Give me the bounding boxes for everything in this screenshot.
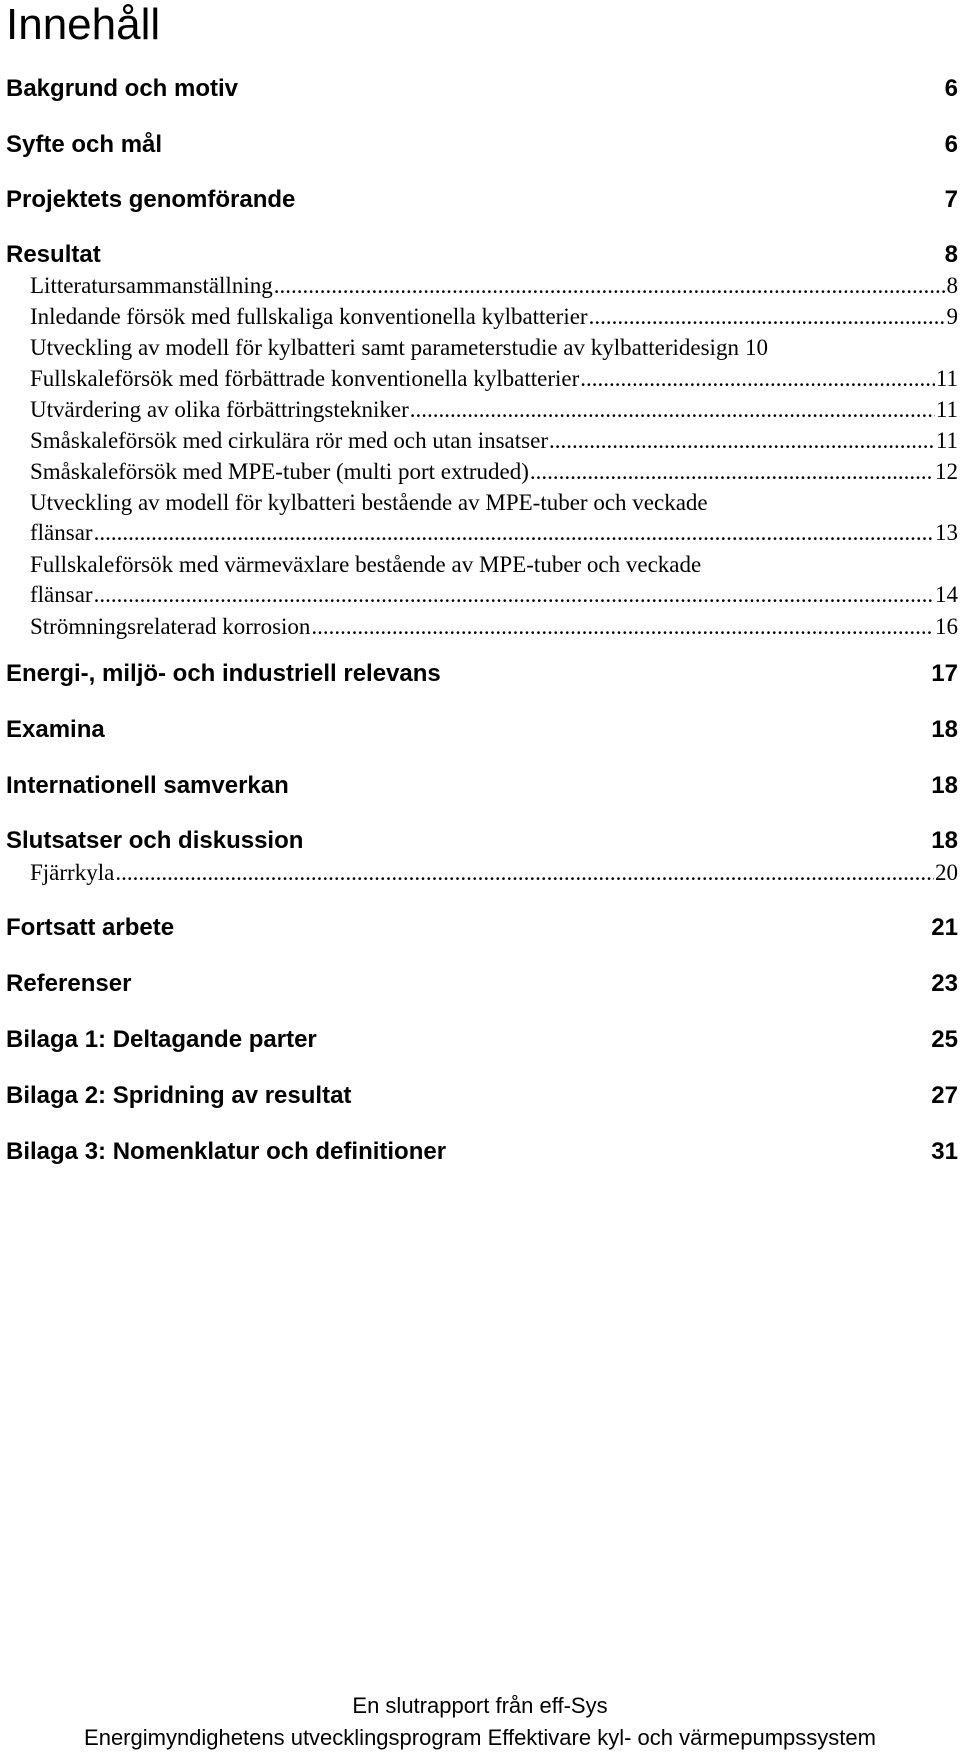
toc-entry-resultat[interactable]: [6, 240, 958, 270]
toc-entry-label: Inledande försök med fullskaliga konventionella kylbatterier: [30, 304, 588, 329]
toc-leader-dots: [530, 457, 934, 487]
toc-entry-page: 11: [935, 428, 958, 453]
footer-line-1: En slutrapport från eff-Sys: [352, 1693, 608, 1718]
toc-entry-page: 27: [931, 1082, 958, 1109]
toc-entry-bilaga-2[interactable]: [6, 1081, 958, 1111]
toc-leader-dots: [311, 612, 934, 642]
toc-entry-page: 8: [946, 273, 958, 298]
toc-entry-page: 10: [744, 335, 768, 360]
toc-entry-label: Utveckling av modell för kylbatteri samt parameterstudie av kylbatteridesign: [30, 335, 739, 360]
toc-entry-page: 18: [931, 827, 958, 854]
toc-entry-page: 17: [931, 660, 958, 687]
toc-subentry-modell-parameterstudie[interactable]: [30, 333, 958, 363]
toc-entry-label: Småskaleförsök med MPE-tuber (multi port extruded): [30, 459, 529, 484]
toc-entry-label: Slutsatser och diskussion: [6, 827, 304, 854]
toc-entry-page: 11: [935, 397, 958, 422]
toc-leader-dots: [94, 580, 934, 610]
toc-entry-label-line1: Utveckling av modell för kylbatteri bestående av MPE-tuber och veckade: [30, 490, 708, 515]
toc-entry-page: 21: [931, 914, 958, 941]
toc-entry-fortsatt[interactable]: [6, 913, 958, 943]
toc-entry-page: 7: [944, 186, 958, 213]
toc-entry-label: Strömningsrelaterad korrosion: [30, 614, 311, 639]
toc-entry-label-line1: Fullskaleförsök med värmeväxlare bestående av MPE-tuber och veckade: [30, 552, 702, 577]
toc-entry-label: Internationell samverkan: [6, 772, 289, 799]
toc-entry-label: Referenser: [6, 970, 132, 997]
toc-entry-page: 9: [946, 304, 958, 329]
toc-entry-page: 16: [935, 614, 958, 639]
toc-subentry-modell-mpe[interactable]: [30, 488, 958, 548]
toc-entry-page: 18: [931, 772, 958, 799]
toc-entry-label: Fjärrkyla: [30, 860, 115, 885]
toc-subentry-korrosion[interactable]: [30, 612, 958, 642]
toc-entry-label: Fullskaleförsök med förbättrade konventionella kylbatterier: [30, 366, 580, 391]
toc-subentry-inledande[interactable]: [30, 302, 958, 332]
toc-subentry-smaskale-mpe[interactable]: [30, 457, 958, 487]
toc-subentry-fullskale-mpe[interactable]: [30, 550, 958, 610]
toc-subentry-smaskale-cirkulara[interactable]: [30, 426, 958, 456]
toc-entry-page: 11: [935, 366, 958, 391]
toc-entry-label: Fortsatt arbete: [6, 914, 175, 941]
toc-leader-dots: [589, 302, 946, 332]
toc-entry-page: 6: [944, 131, 958, 158]
toc-entry-label: Bilaga 2: Spridning av resultat: [6, 1082, 352, 1109]
toc-leader-dots: [580, 364, 935, 394]
toc-entry-label: Litteratursammanställning: [30, 273, 273, 298]
toc-entry-referenser[interactable]: [6, 969, 958, 999]
toc-leader-dots: [549, 426, 935, 456]
toc-entry-bilaga-3[interactable]: [6, 1137, 958, 1167]
toc-entry-genomforande[interactable]: [6, 185, 958, 215]
toc-entry-label-line2: flänsar: [30, 582, 93, 607]
toc-entry-label: Syfte och mål: [6, 131, 163, 158]
toc-entry-page: 12: [935, 459, 958, 484]
toc-entry-label: Energi-, miljö- och industriell relevans: [6, 660, 441, 687]
toc-leader-dots: [94, 518, 934, 548]
toc-entry-label: Småskaleförsök med cirkulära rör med och utan insatser: [30, 428, 548, 453]
toc-entry-page: 8: [944, 241, 958, 268]
toc-entry-page: 18: [931, 716, 958, 743]
toc-entry-label: Bilaga 1: Deltagande parter: [6, 1026, 317, 1053]
toc-leader-dots: [274, 271, 946, 301]
toc-title: Innehåll: [6, 0, 161, 49]
toc-entry-syfte[interactable]: [6, 130, 958, 160]
toc-entry-bilaga-1[interactable]: [6, 1025, 958, 1055]
toc-entry-label: Bilaga 3: Nomenklatur och definitioner: [6, 1138, 447, 1165]
toc-entry-label-line2: flänsar: [30, 520, 93, 545]
toc-leader-dots: [115, 858, 934, 888]
toc-entry-examina[interactable]: [6, 715, 958, 745]
toc-entry-internationell[interactable]: [6, 771, 958, 801]
toc-entry-page: 20: [935, 860, 958, 885]
toc-entry-label: Examina: [6, 716, 105, 743]
toc-entry-slutsatser[interactable]: [6, 826, 958, 856]
toc-leader-dots: [410, 395, 935, 425]
toc-entry-page: 13: [935, 520, 958, 545]
toc-entry-page: 31: [931, 1138, 958, 1165]
toc-entry-label: Resultat: [6, 241, 101, 268]
toc-entry-label: Projektets genomförande: [6, 186, 296, 213]
toc-entry-page: 6: [944, 75, 958, 102]
toc-entry-page: 23: [931, 970, 958, 997]
toc-entry-label: Utvärdering av olika förbättringstekniker: [30, 397, 409, 422]
toc-entry-page: 14: [935, 582, 958, 607]
toc-subentry-litteratur[interactable]: [30, 271, 958, 301]
toc-entry-relevans[interactable]: [6, 659, 958, 689]
toc-entry-bakgrund[interactable]: [6, 74, 958, 104]
toc-entry-page: 25: [931, 1026, 958, 1053]
toc-subentry-fullskale-forbattrade[interactable]: [30, 364, 958, 394]
toc-entry-label: Bakgrund och motiv: [6, 75, 239, 102]
toc-subentry-fjarrkyla[interactable]: [30, 858, 958, 888]
toc-subentry-utvardering[interactable]: [30, 395, 958, 425]
footer-line-2: Energimyndighetens utvecklingsprogram Effektivare kyl- och värmepumpssystem: [84, 1725, 876, 1750]
